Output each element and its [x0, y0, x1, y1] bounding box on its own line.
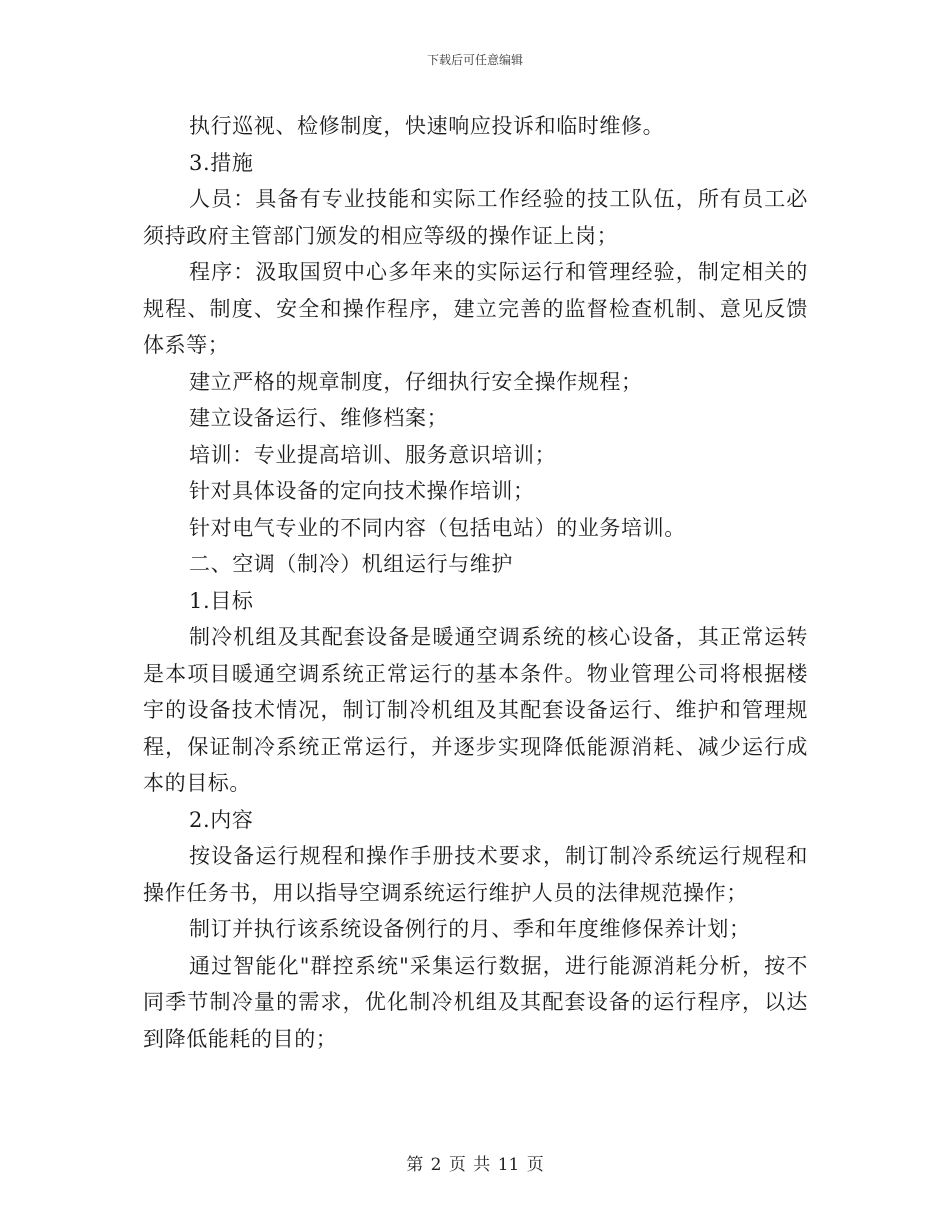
body-paragraph: 针对具体设备的定向技术操作培训； [189, 479, 535, 503]
page-header: 下载后可任意编辑 [426, 53, 523, 67]
section-heading-aircon: 二、空调（制冷）机组运行与维护 [189, 552, 513, 576]
body-paragraph: 制冷机组及其配套设备是暖通空调系统的核心设备，其正常运转是本项目暖通空调系统正常运行的基本条件。物业管理公司将根据楼宇的设备技术情况，制订制冷机组及其配套设备运行、维护和管理规程，保证制冷系统正常运行，并逐步实现降低能源消耗、减少运行成本的目标。 [143, 625, 808, 795]
body-paragraph: 建立严格的规章制度，仔细执行安全操作规程； [189, 369, 643, 394]
body-paragraph: 建立设备运行、维修档案； [189, 406, 449, 430]
body-paragraph: 执行巡视、检修制度，快速响应投诉和临时维修。 [189, 114, 665, 138]
body-paragraph: 按设备运行规程和操作手册技术要求，制订制冷系统运行规程和操作任务书，用以指导空调系统运行维护人员的法律规范操作； [143, 844, 808, 905]
body-paragraph: 程序：汲取国贸中心多年来的实际运行和管理经验，制定相关的规程、制度、安全和操作程序，建立完善的监督检查机制、意见反馈体系等； [143, 260, 808, 357]
section-heading-measures: 3.措施 [189, 150, 254, 175]
body-paragraph: 通过智能化"群控系统"采集运行数据，进行能源消耗分析，按不同季节制冷量的需求，优化制冷机组及其配套设备的运行程序，以达到降低能耗的目的； [143, 953, 808, 1051]
body-paragraph: 培训：专业提高培训、服务意识培训； [189, 442, 557, 467]
body-paragraph: 制订并执行该系统设备例行的月、季和年度维修保养计划； [189, 917, 751, 941]
body-paragraph: 人员：具备有专业技能和实际工作经验的技工队伍，所有员工必须持政府主管部门颁发的相应等级的操作证上岗； [143, 187, 808, 248]
section-heading-goal: 1.目标 [189, 588, 254, 613]
page-footer: 第 2 页 共 11 页 [406, 1155, 544, 1175]
body-paragraph: 针对电气专业的不同内容（包括电站）的业务培训。 [189, 515, 686, 540]
document-body [143, 108, 808, 1057]
section-heading-content: 2.内容 [189, 807, 254, 832]
